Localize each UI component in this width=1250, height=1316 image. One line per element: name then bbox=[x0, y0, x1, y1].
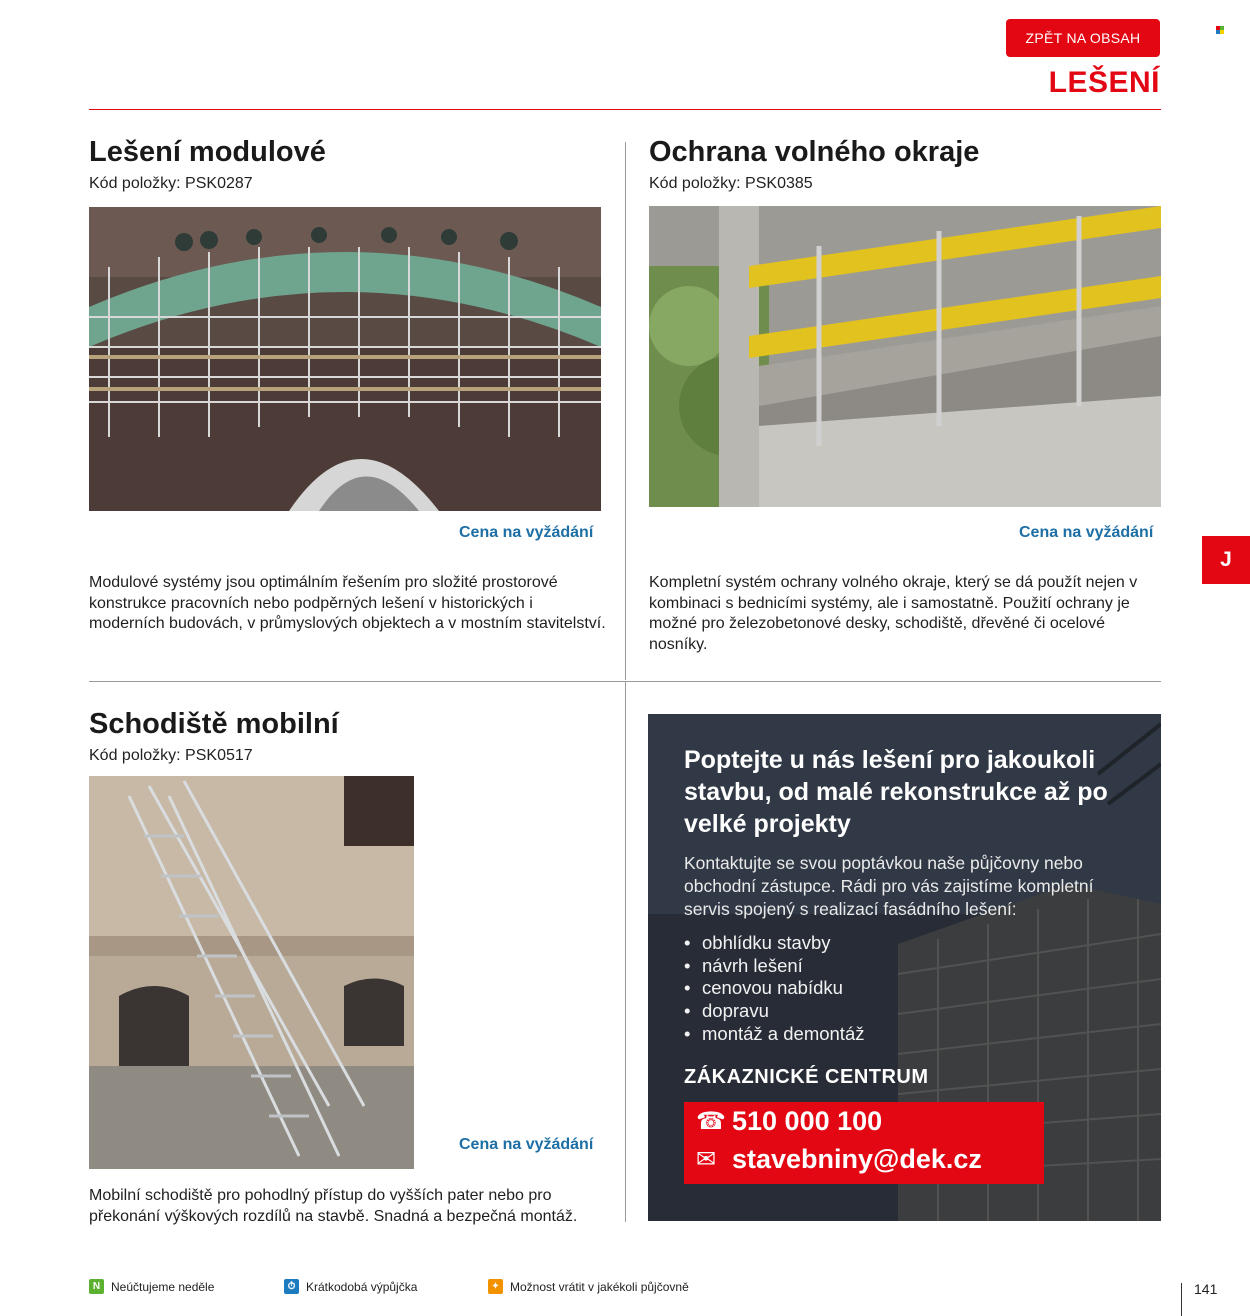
column-divider-top bbox=[625, 142, 626, 680]
product-title: Ochrana volného okraje bbox=[649, 136, 980, 168]
section-title: LEŠENÍ bbox=[1048, 66, 1160, 99]
email-contact[interactable] bbox=[696, 1144, 982, 1175]
legend-item bbox=[89, 1279, 214, 1294]
customer-center-label: ZÁKAZNICKÉ CENTRUM bbox=[684, 1066, 929, 1088]
legend-label: Možnost vrátit v jakékoli půjčovně bbox=[510, 1279, 689, 1294]
return-arrows-icon: ✦ bbox=[488, 1279, 503, 1294]
product-title: Schodiště mobilní bbox=[89, 708, 339, 740]
service-list bbox=[684, 932, 864, 1046]
promo-banner bbox=[648, 714, 1161, 1221]
color-mark-icon bbox=[1216, 26, 1225, 35]
phone-contact[interactable] bbox=[696, 1106, 882, 1137]
page-number: 141 bbox=[1194, 1281, 1218, 1297]
promo-text: Kontaktujte se svou poptávkou naše půjčovny nebo obchodní zástupce. Rádi pro vás zajistíme kompletní servis spojený s realizací fasádního lešení: bbox=[684, 853, 1094, 919]
product-description: Modulové systémy jsou optimálním řešením pro složité prostorové konstrukce pracovních nebo podpěrných lešení v historických i moderních budovách, v průmyslových objektech a v mostním stavitelství. bbox=[89, 574, 606, 632]
mobile-stairs-photo bbox=[89, 776, 414, 1169]
envelope-icon: ✉ bbox=[696, 1146, 717, 1173]
product-code: Kód položky: PSK0517 bbox=[89, 747, 253, 764]
price-on-request: Cena na vyžádání bbox=[1019, 524, 1154, 541]
row-divider bbox=[89, 681, 1161, 682]
edge-protection-photo bbox=[649, 206, 1161, 507]
stopwatch-icon: ⏱ bbox=[284, 1279, 299, 1294]
list-item: • dopravu bbox=[684, 1000, 769, 1022]
list-item: • montáž a demontáž bbox=[684, 1022, 865, 1044]
page-number-divider bbox=[1181, 1283, 1182, 1316]
product-code: Kód položky: PSK0385 bbox=[649, 175, 813, 192]
n-letter-icon: N bbox=[89, 1279, 104, 1294]
chapter-tab[interactable]: J bbox=[1202, 536, 1250, 584]
phone-icon: ☎ bbox=[696, 1108, 726, 1135]
product-description: Kompletní systém ochrany volného okraje, který se dá použít nejen v kombinaci s bednicími systémy, ale i samostatně. Použití ochrany je možné pro železobetonové desky, schodiště, dřevěné či ocelové nosníky. bbox=[649, 574, 1138, 653]
list-item: • obhlídku stavby bbox=[684, 932, 831, 953]
price-on-request: Cena na vyžádání bbox=[459, 524, 594, 541]
email-address[interactable]: stavebniny@dek.cz bbox=[732, 1144, 982, 1174]
back-to-contents-button[interactable]: ZPĚT NA OBSAH bbox=[1006, 19, 1160, 57]
list-item: • návrh lešení bbox=[684, 954, 803, 976]
column-divider-bottom bbox=[625, 682, 626, 1222]
product-title: Lešení modulové bbox=[89, 136, 326, 168]
legend-label: Neúčtujeme neděle bbox=[111, 1279, 215, 1294]
modular-scaffolding-photo bbox=[89, 207, 601, 511]
contact-box bbox=[684, 1102, 1044, 1184]
list-item: • cenovou nabídku bbox=[684, 977, 843, 999]
legend-item bbox=[488, 1279, 689, 1294]
product-description: Mobilní schodiště pro pohodlný přístup do vyšších pater nebo pro překonání výškových rozdílů na stavbě. Snadná a bezpečná montáž. bbox=[89, 1187, 578, 1225]
legend-label: Krátkodobá výpůjčka bbox=[306, 1279, 418, 1294]
price-on-request: Cena na vyžádání bbox=[459, 1136, 594, 1153]
product-code: Kód položky: PSK0287 bbox=[89, 175, 253, 192]
header-divider bbox=[89, 109, 1161, 110]
legend-item bbox=[284, 1279, 417, 1294]
phone-number[interactable]: 510 000 100 bbox=[732, 1106, 883, 1136]
promo-headline: Poptejte u nás lešení pro jakoukoli stavbu, od malé rekonstrukce až po velké projekty bbox=[684, 746, 1108, 838]
